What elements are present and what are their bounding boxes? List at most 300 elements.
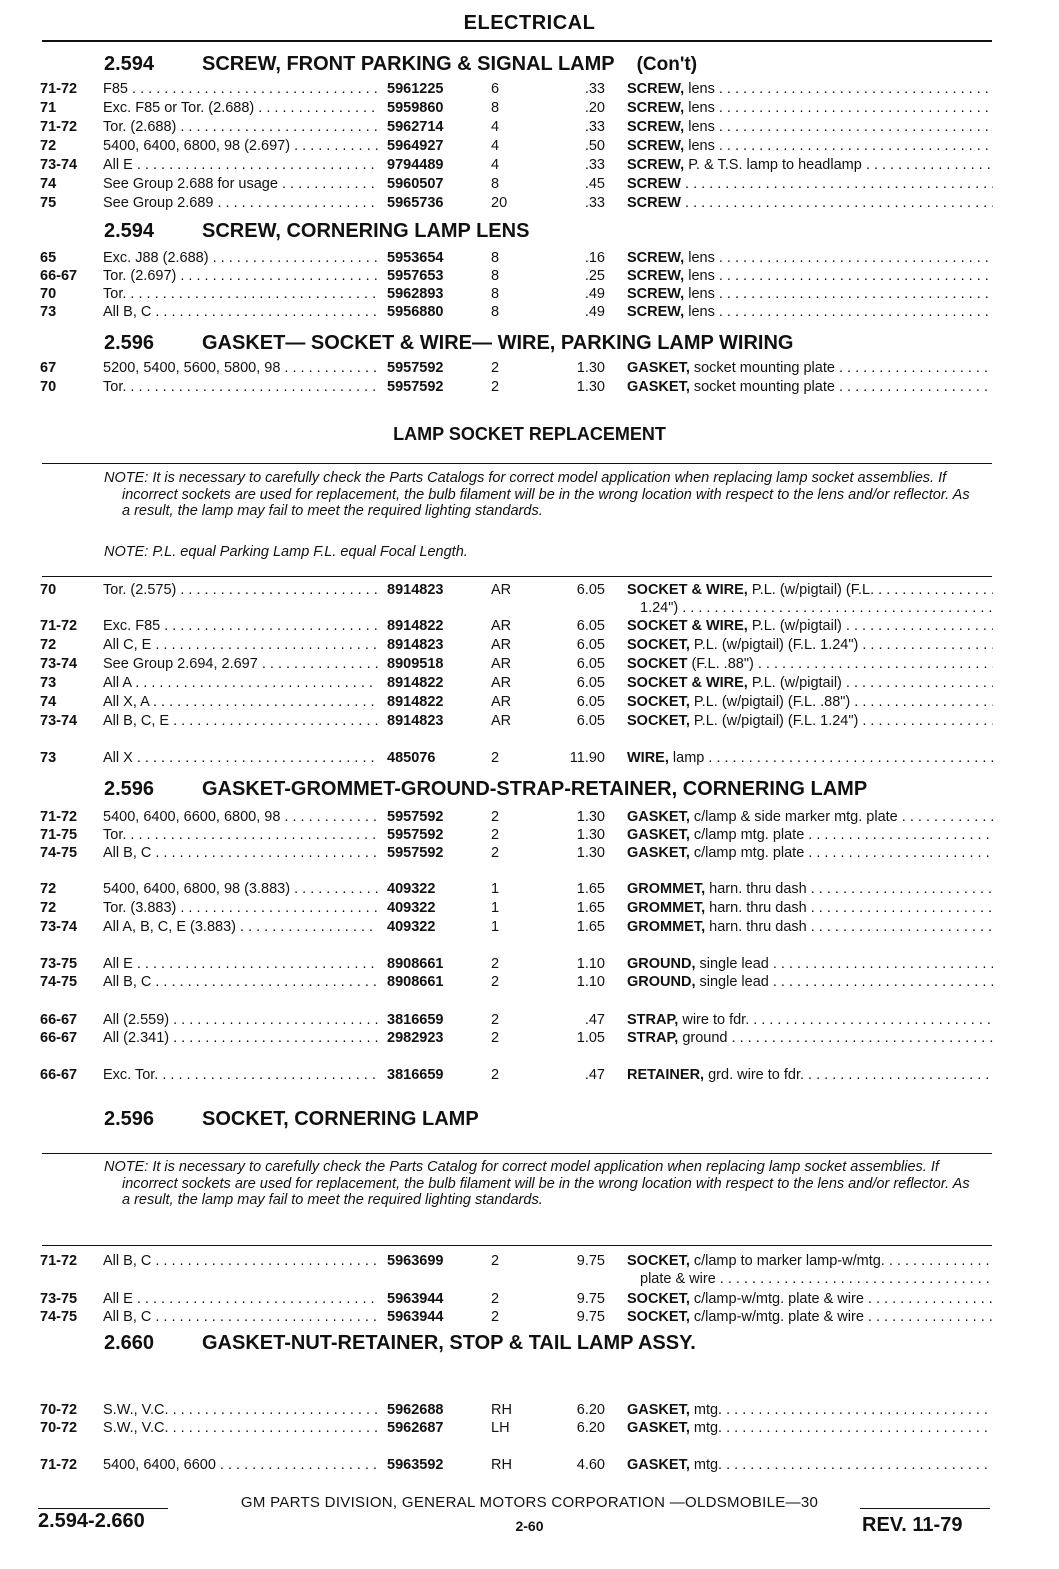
table-row — [0, 674, 1059, 693]
row-price: 6.05 — [576, 637, 605, 653]
row-quantity: 2 — [491, 1030, 500, 1046]
row-price: .33 — [584, 81, 605, 97]
row-description-keyword: GASKET, — [627, 1420, 690, 1436]
row-part-number: 5962714 — [387, 119, 444, 135]
section-heading — [104, 776, 867, 802]
row-description-keyword: GROUND, — [627, 956, 696, 972]
row-part-number: 5962893 — [387, 286, 444, 302]
row-part-number: 3816659 — [387, 1012, 444, 1028]
row-year: 74 — [40, 694, 57, 710]
row-model: All B, C, E . . . — [103, 712, 378, 731]
section-number: 2.596 — [104, 1108, 155, 1130]
table-row — [0, 99, 1059, 118]
table-row — [0, 359, 1059, 378]
row-description — [627, 359, 993, 378]
note-bottom-rule — [42, 576, 992, 577]
row-description — [627, 1308, 993, 1327]
row-price: 1.65 — [576, 919, 605, 935]
header-rule — [42, 40, 992, 42]
row-description-keyword: GASKET, — [627, 379, 690, 395]
row-description — [627, 1419, 993, 1438]
row-model: Exc. Tor. . . . — [103, 1066, 378, 1085]
table-row — [0, 1290, 1059, 1309]
row-quantity: AR — [491, 675, 512, 691]
row-description — [627, 655, 993, 674]
row-year: 73 — [40, 750, 57, 766]
row-description-text: socket mounting plate — [689, 379, 835, 395]
row-price: 1.30 — [576, 379, 605, 395]
row-quantity: 8 — [491, 100, 500, 116]
footer-revision: REV. 11-79 — [862, 1514, 963, 1536]
row-description-keyword: SCREW, — [627, 157, 685, 173]
note-text — [104, 544, 974, 561]
row-part-number: 8914823 — [387, 637, 444, 653]
row-part-number: 5957653 — [387, 268, 444, 284]
row-description-text: lens — [684, 250, 715, 266]
row-part-number: 5957592 — [387, 379, 444, 395]
row-description-keyword: SCREW — [627, 195, 681, 211]
row-price: 1.30 — [576, 360, 605, 376]
row-quantity: 2 — [491, 360, 500, 376]
row-price: 1.30 — [576, 809, 605, 825]
row-part-number: 5956880 — [387, 304, 444, 320]
row-price: 6.05 — [576, 582, 605, 598]
row-part-number: 8914822 — [387, 694, 444, 710]
row-description — [627, 137, 993, 156]
row-price: 9.75 — [576, 1291, 605, 1307]
section-number: 2.594 — [104, 220, 155, 242]
row-description-keyword: SCREW, — [627, 138, 685, 154]
row-model: S.W., V.C. . . . — [103, 1401, 378, 1420]
row-quantity: 2 — [491, 809, 500, 825]
row-year: 70-72 — [40, 1420, 78, 1436]
row-price: .16 — [584, 250, 605, 266]
row-price: 1.05 — [576, 1030, 605, 1046]
table-row — [0, 175, 1059, 194]
row-quantity: LH — [491, 1420, 510, 1436]
row-year: 71-72 — [40, 119, 78, 135]
row-description-keyword: SCREW, — [627, 304, 685, 320]
section-title: SOCKET, CORNERING LAMP — [202, 1108, 479, 1130]
note-text — [104, 470, 974, 520]
row-part-number: 8914823 — [387, 713, 444, 729]
row-description-text: grd. wire to fdr. — [704, 1067, 805, 1083]
section-continued: (Con't) — [636, 54, 698, 75]
row-year: 72 — [40, 881, 57, 897]
row-description — [627, 378, 993, 397]
row-description-keyword: SCREW, — [627, 100, 685, 116]
row-description — [627, 636, 993, 655]
row-model: All B, C . . . — [103, 844, 378, 863]
row-year: 70 — [40, 379, 57, 395]
row-part-number: 8908661 — [387, 974, 444, 990]
row-price: .49 — [584, 304, 605, 320]
row-price: .49 — [584, 286, 605, 302]
row-quantity: 2 — [491, 1309, 500, 1325]
row-quantity: 2 — [491, 974, 500, 990]
row-description-keyword: SCREW, — [627, 250, 685, 266]
table-row — [0, 1066, 1059, 1085]
row-year: 73-75 — [40, 1291, 78, 1307]
row-description-text: P.L. (w/pigtail) (F.L. 1.24") — [689, 713, 859, 729]
row-description-keyword: WIRE, — [627, 750, 669, 766]
table-row — [0, 880, 1059, 899]
row-year: 71-72 — [40, 809, 78, 825]
row-description-text: (F.L. .88") — [687, 656, 754, 672]
row-description — [627, 693, 993, 712]
table-row — [0, 693, 1059, 712]
row-price: .25 — [584, 268, 605, 284]
row-description-keyword: GROMMET, — [627, 881, 706, 897]
row-model: S.W., V.C. . . . — [103, 1419, 378, 1438]
table-row — [0, 1419, 1059, 1438]
row-description — [627, 156, 993, 175]
row-year: 74-75 — [40, 845, 78, 861]
row-price: .47 — [584, 1012, 605, 1028]
row-description — [627, 749, 993, 768]
row-model: Tor. (3.883) . . . — [103, 899, 378, 918]
row-part-number: 5953654 — [387, 250, 444, 266]
row-year: 70-72 — [40, 1402, 78, 1418]
table-row — [0, 267, 1059, 286]
row-description-keyword: SOCKET, — [627, 713, 690, 729]
row-description-keyword: GROUND, — [627, 974, 696, 990]
row-year: 73-74 — [40, 919, 78, 935]
section-number: 2.596 — [104, 778, 155, 800]
row-year: 70 — [40, 286, 57, 302]
row-description — [627, 99, 993, 118]
row-description-keyword: SOCKET, — [627, 694, 690, 710]
row-description-keyword: GASKET, — [627, 809, 690, 825]
table-row — [0, 617, 1059, 636]
row-description — [627, 826, 993, 845]
table-row — [0, 249, 1059, 268]
footer-right-rule — [860, 1508, 990, 1509]
row-part-number: 5959860 — [387, 100, 444, 116]
row-price: 1.10 — [576, 974, 605, 990]
row-description — [627, 808, 993, 827]
row-description — [627, 303, 993, 322]
row-description-keyword: SOCKET & WIRE, — [627, 618, 748, 634]
row-description — [627, 899, 993, 918]
row-quantity: 2 — [491, 1291, 500, 1307]
row-description-keyword: GROMMET, — [627, 919, 706, 935]
row-description — [627, 194, 993, 213]
row-quantity: AR — [491, 694, 512, 710]
table-row — [0, 899, 1059, 918]
row-price: .20 — [584, 100, 605, 116]
row-year: 73-74 — [40, 656, 78, 672]
row-year: 71-72 — [40, 618, 78, 634]
row-description-text: harn. thru dash — [705, 900, 807, 916]
row-description-text: c/lamp mtg. plate — [689, 827, 805, 843]
row-description — [627, 118, 993, 137]
row-price: 6.05 — [576, 656, 605, 672]
row-quantity: 4 — [491, 138, 500, 154]
row-description-keyword: STRAP, — [627, 1030, 679, 1046]
row-description — [627, 955, 993, 974]
row-model: All B, C . . . — [103, 1308, 378, 1327]
row-price: 1.65 — [576, 881, 605, 897]
row-quantity: AR — [491, 713, 512, 729]
row-description-text: lens — [684, 286, 715, 302]
row-part-number: 5957592 — [387, 845, 444, 861]
row-quantity: 8 — [491, 268, 500, 284]
footer-section-range: 2.594-2.660 — [38, 1510, 145, 1532]
row-description-text: lens — [684, 100, 715, 116]
row-description-text: c/lamp mtg. plate — [689, 845, 805, 861]
row-description-keyword: SCREW, — [627, 268, 685, 284]
row-description-text: mtg. — [689, 1402, 723, 1418]
table-row — [0, 1308, 1059, 1327]
row-quantity: AR — [491, 582, 512, 598]
row-quantity: 2 — [491, 1067, 500, 1083]
row-description-text: lens — [684, 268, 715, 284]
row-price: 6.05 — [576, 618, 605, 634]
table-row — [0, 378, 1059, 397]
lamp-socket-heading: LAMP SOCKET REPLACEMENT — [393, 424, 666, 444]
note-bottom-rule — [42, 1245, 992, 1246]
table-row — [0, 712, 1059, 731]
row-description-keyword: RETAINER, — [627, 1067, 705, 1083]
table-row — [0, 636, 1059, 655]
row-description — [627, 973, 993, 992]
section-number: 2.594 — [104, 53, 155, 75]
row-description-keyword: SCREW — [627, 176, 681, 192]
row-model: All C, E . . . — [103, 636, 378, 655]
note-top-rule — [42, 1153, 992, 1154]
row-year: 67 — [40, 360, 57, 376]
row-description — [627, 267, 993, 286]
row-price: 1.30 — [576, 827, 605, 843]
table-row — [0, 194, 1059, 213]
section-heading — [104, 51, 697, 77]
row-description-text: wire to fdr. — [678, 1012, 750, 1028]
row-year: 71-72 — [40, 1253, 78, 1269]
row-part-number: 9794489 — [387, 157, 444, 173]
row-description-text: socket mounting plate — [689, 360, 835, 376]
row-quantity: 2 — [491, 750, 500, 766]
row-description-keyword: SCREW, — [627, 119, 685, 135]
row-description — [627, 285, 993, 304]
row-quantity: 8 — [491, 304, 500, 320]
row-part-number: 5957592 — [387, 827, 444, 843]
row-price: .33 — [584, 157, 605, 173]
table-row — [0, 80, 1059, 99]
row-part-number: 409322 — [387, 919, 436, 935]
row-model: 5200, 5400, 5600, 5800, 98 . . . — [103, 359, 378, 378]
table-row — [0, 973, 1059, 992]
row-description-keyword: SOCKET — [627, 656, 688, 672]
row-year: 71-75 — [40, 827, 78, 843]
row-year: 75 — [40, 195, 57, 211]
row-description-text: lens — [684, 119, 715, 135]
section-title: GASKET-NUT-RETAINER, STOP & TAIL LAMP ASSY. — [202, 1332, 696, 1354]
row-model: F85 . . . — [103, 80, 378, 99]
row-model: Tor. . . . — [103, 285, 378, 304]
row-quantity: AR — [491, 618, 512, 634]
row-quantity: 4 — [491, 119, 500, 135]
note-top-rule — [42, 463, 992, 464]
row-model: All A . . . — [103, 674, 378, 693]
row-quantity: 8 — [491, 250, 500, 266]
row-year: 71-72 — [40, 81, 78, 97]
table-row — [0, 955, 1059, 974]
row-part-number: 409322 — [387, 881, 436, 897]
row-model: All (2.559) . . . — [103, 1011, 378, 1030]
row-description-keyword: SOCKET & WIRE, — [627, 582, 748, 598]
table-row — [0, 844, 1059, 863]
row-model: All E . . . — [103, 156, 378, 175]
table-row — [0, 808, 1059, 827]
row-price: 1.65 — [576, 900, 605, 916]
table-row — [0, 285, 1059, 304]
row-part-number: 5957592 — [387, 360, 444, 376]
row-description-keyword: GASKET, — [627, 845, 690, 861]
table-row — [0, 826, 1059, 845]
row-price: 1.30 — [576, 845, 605, 861]
section-heading — [104, 330, 793, 356]
row-description-keyword: STRAP, — [627, 1012, 679, 1028]
row-year: 66-67 — [40, 1030, 78, 1046]
row-description — [627, 1011, 993, 1030]
row-description — [627, 581, 993, 600]
row-year: 66-67 — [40, 1067, 78, 1083]
table-row — [0, 118, 1059, 137]
row-description-continued: 1.24") . . . — [640, 599, 993, 618]
row-description-text: P.L. (w/pigtail) (F.L. .88") — [689, 694, 851, 710]
row-quantity: 1 — [491, 900, 500, 916]
table-row — [0, 749, 1059, 768]
row-model: Tor. . . . — [103, 826, 378, 845]
row-description — [627, 617, 993, 636]
section-number: 2.660 — [104, 1332, 155, 1354]
row-description-keyword: GASKET, — [627, 827, 690, 843]
page-title: ELECTRICAL — [463, 12, 596, 34]
note-paragraph: NOTE: P.L. equal Parking Lamp F.L. equal Focal Length. — [104, 544, 468, 560]
row-quantity: AR — [491, 637, 512, 653]
footer-page-number: 2-60 — [515, 1518, 544, 1534]
row-model: 5400, 6400, 6800, 98 (2.697) . . . — [103, 137, 378, 156]
row-part-number: 5963944 — [387, 1291, 444, 1307]
row-model: Tor. (2.688) . . . — [103, 118, 378, 137]
row-part-number: 5962688 — [387, 1402, 444, 1418]
table-row — [0, 1401, 1059, 1420]
row-price: .50 — [584, 138, 605, 154]
row-description-text: P. & T.S. lamp to headlamp — [684, 157, 862, 173]
row-year: 70 — [40, 582, 57, 598]
row-part-number: 5957592 — [387, 809, 444, 825]
row-model: Exc. J88 (2.688) . . . — [103, 249, 378, 268]
row-description-text: P.L. (w/pigtail) — [747, 675, 842, 691]
row-description-text: c/lamp to marker lamp-w/mtg. — [689, 1253, 885, 1269]
table-row-continuation — [0, 1270, 1059, 1289]
row-description — [627, 844, 993, 863]
note-paragraph: NOTE: It is necessary to carefully check the Parts Catalogs for correct model application when replacing lamp socket assemblies. If incorrect sockets are used for replacement, the bulb filament will be in the wrong location with respect to the lens and/or reflector. As a result, the lamp may fail to meet the required lighting standards. — [104, 470, 970, 519]
row-model: All E . . . — [103, 1290, 378, 1309]
row-model: All B, C . . . — [103, 303, 378, 322]
row-description-text: P.L. (w/pigtail) (F.L. 1.24") — [689, 637, 859, 653]
row-quantity: 2 — [491, 845, 500, 861]
row-part-number: 5965736 — [387, 195, 444, 211]
row-part-number: 2982923 — [387, 1030, 444, 1046]
row-part-number: 8909518 — [387, 656, 444, 672]
note-text — [104, 1159, 974, 1209]
row-description-keyword: SOCKET & WIRE, — [627, 675, 748, 691]
table-row — [0, 303, 1059, 322]
row-quantity: 4 — [491, 157, 500, 173]
row-year: 66-67 — [40, 268, 78, 284]
row-year: 72 — [40, 637, 57, 653]
row-description — [627, 1066, 993, 1085]
row-part-number: 5960507 — [387, 176, 444, 192]
row-model: Tor. (2.697) . . . — [103, 267, 378, 286]
row-description-text: lamp — [668, 750, 705, 766]
row-price: 9.75 — [576, 1253, 605, 1269]
row-model: See Group 2.694, 2.697 . . . — [103, 655, 378, 674]
row-description-keyword: SCREW, — [627, 286, 685, 302]
row-description-keyword: SOCKET, — [627, 1253, 690, 1269]
row-quantity: 1 — [491, 919, 500, 935]
row-description-keyword: GROMMET, — [627, 900, 706, 916]
row-year: 73 — [40, 304, 57, 320]
row-quantity: RH — [491, 1457, 512, 1473]
row-year: 71 — [40, 100, 57, 116]
row-quantity: 2 — [491, 827, 500, 843]
row-description — [627, 880, 993, 899]
footer-publisher: GM PARTS DIVISION, GENERAL MOTORS CORPORATION —OLDSMOBILE—30 — [240, 1494, 819, 1511]
row-quantity: 8 — [491, 286, 500, 302]
row-description — [627, 1456, 993, 1475]
row-description-text: c/lamp-w/mtg. plate & wire — [689, 1291, 864, 1307]
section-title: GASKET-GROMMET-GROUND-STRAP-RETAINER, CORNERING LAMP — [202, 778, 868, 800]
row-model: All E . . . — [103, 955, 378, 974]
row-price: 6.20 — [576, 1420, 605, 1436]
row-part-number: 3816659 — [387, 1067, 444, 1083]
row-model: All (2.341) . . . — [103, 1029, 378, 1048]
row-year: 73-75 — [40, 956, 78, 972]
row-year: 71-72 — [40, 1457, 78, 1473]
row-part-number: 5962687 — [387, 1420, 444, 1436]
row-year: 73-74 — [40, 157, 78, 173]
row-model: All B, C . . . — [103, 973, 378, 992]
row-model: 5400, 6400, 6800, 98 (3.883) . . . — [103, 880, 378, 899]
row-model: 5400, 6400, 6600, 6800, 98 . . . — [103, 808, 378, 827]
row-quantity: 2 — [491, 1012, 500, 1028]
row-description-text: mtg. — [689, 1457, 723, 1473]
row-part-number: 5961225 — [387, 81, 444, 97]
row-price: 9.75 — [576, 1309, 605, 1325]
row-description-text: c/lamp-w/mtg. plate & wire — [689, 1309, 864, 1325]
row-price: .33 — [584, 195, 605, 211]
table-row — [0, 918, 1059, 937]
section-title: SCREW, CORNERING LAMP LENS — [202, 220, 530, 242]
row-description-text: lens — [684, 81, 715, 97]
row-price: 1.10 — [576, 956, 605, 972]
row-part-number: 485076 — [387, 750, 436, 766]
row-description — [627, 80, 993, 99]
row-description-text: P.L. (w/pigtail) — [747, 618, 842, 634]
row-part-number: 8914822 — [387, 618, 444, 634]
row-model: Tor. . . . — [103, 378, 378, 397]
row-part-number: 5963944 — [387, 1309, 444, 1325]
row-description-keyword: SOCKET, — [627, 1291, 690, 1307]
row-part-number: 5963592 — [387, 1457, 444, 1473]
row-quantity: 2 — [491, 956, 500, 972]
row-year: 73-74 — [40, 713, 78, 729]
row-year: 74-75 — [40, 1309, 78, 1325]
row-model: All B, C . . . — [103, 1252, 378, 1271]
